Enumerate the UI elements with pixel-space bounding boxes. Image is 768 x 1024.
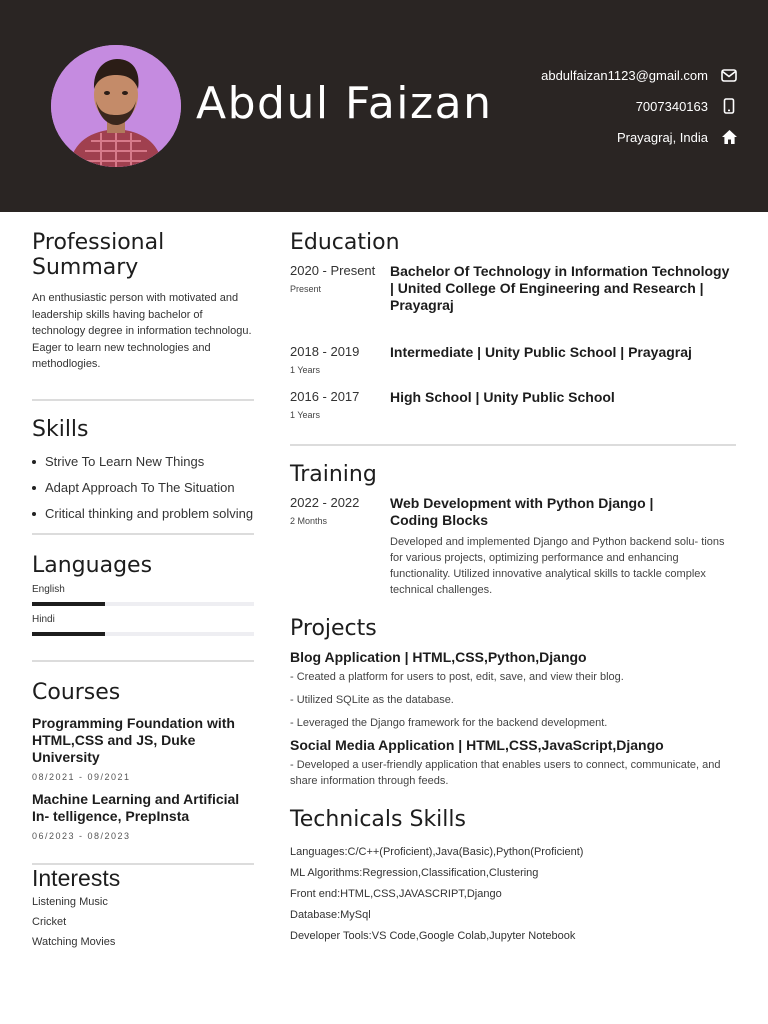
location-text: Prayagraj, India: [616, 129, 708, 145]
project-line: - Created a platform for users to post, edit, save, and view their blog.: [290, 671, 624, 683]
contact-phone[interactable]: [636, 97, 738, 115]
person-photo-illustration: [51, 45, 181, 167]
skill-item: Critical thinking and problem solving: [32, 506, 254, 521]
interests-section: [32, 865, 254, 948]
courses-section: [32, 680, 254, 841]
left-column: [32, 230, 254, 948]
profile-photo: [51, 45, 181, 167]
envelope-icon: [720, 66, 738, 84]
contact-email[interactable]: [541, 66, 738, 84]
technical-skill-item: Front end:HTML,CSS,JAVASCRIPT,Django: [290, 888, 502, 900]
education-dates: 2020 - Present: [290, 263, 376, 278]
home-icon: [720, 128, 738, 146]
summary-heading: Professional Summary: [32, 230, 165, 280]
project-line: - Developed a user-friendly application that enables users to connect, communicate, and share information through feeds.: [290, 759, 721, 787]
email-text[interactable]: abdulfaizan1123@gmail.com: [541, 67, 708, 83]
education-heading: Education: [290, 230, 400, 255]
resume-header: [0, 0, 768, 212]
course-title: Programming Foundation with HTML,CSS and JS, Duke University: [32, 714, 235, 765]
professional-summary-section: [32, 230, 254, 373]
projects-heading: Projects: [290, 616, 377, 641]
languages-heading: Languages: [32, 552, 153, 578]
projects-section: [290, 616, 736, 789]
course-item: [32, 791, 254, 841]
candidate-name: Abdul Faizan: [196, 78, 493, 129]
language-level-fill: [32, 602, 105, 606]
training-section: [290, 462, 736, 598]
education-duration: 1 Years: [290, 410, 321, 420]
mobile-phone-icon: [720, 97, 738, 115]
section-divider: [32, 399, 254, 401]
phone-text[interactable]: 7007340163: [635, 98, 708, 114]
section-divider: [32, 660, 254, 662]
technical-skills-heading: Technicals Skills: [290, 807, 466, 832]
interest-item: Watching Movies: [32, 935, 116, 948]
education-item: [290, 389, 736, 420]
language-level-bar: [32, 602, 254, 606]
education-duration: 1 Years: [290, 365, 321, 375]
skills-heading: Skills: [32, 416, 89, 442]
education-section: [290, 230, 736, 420]
skill-item: Adapt Approach To The Situation: [32, 480, 254, 495]
project-line: - Utilized SQLite as the database.: [290, 694, 454, 706]
languages-section: [32, 553, 254, 636]
project-item: [290, 737, 736, 789]
technical-skill-item: Languages:C/C++(Proficient),Java(Basic),Python(Proficient): [290, 846, 584, 858]
section-divider: [32, 533, 254, 535]
summary-text: An enthusiastic person with motivated and leadership skills having bachelor of technology degree in information technologu. Eager to learn new technologies and methodlogies.: [32, 292, 252, 370]
section-divider: [290, 444, 736, 446]
technical-skill-item: Database:MySql: [290, 909, 371, 921]
course-item: [32, 715, 254, 782]
education-title: Bachelor Of Technology in Information Technology | United College Of Engineering and Research | Prayagraj: [390, 263, 730, 313]
course-title: Machine Learning and Artificial In- telligence, PrepInsta: [32, 790, 240, 824]
project-title: Blog Application | HTML,CSS,Python,Django: [290, 649, 587, 665]
technical-skill-item: ML Algorithms:Regression,Classification,Clustering: [290, 867, 539, 879]
skills-list: [32, 454, 254, 521]
education-dates: 2018 - 2019: [290, 344, 360, 359]
skills-section: [32, 417, 254, 521]
project-item: [290, 649, 736, 731]
course-dates: 06/2023 - 08/2023: [32, 830, 131, 841]
language-name: English: [32, 583, 65, 595]
education-dates: 2016 - 2017: [290, 389, 360, 404]
interest-item: Listening Music: [32, 895, 108, 908]
technical-skills-section: [290, 807, 736, 942]
project-line: - Leveraged the Django framework for the backend development.: [290, 717, 608, 729]
training-description: Developed and implemented Django and Python backend solu- tions for various projects, optimizing performance and enhancing functionality. Utilized innovative analytical skills to tackle complex technical challenges.: [390, 536, 725, 596]
training-title: Web Development with Python Django | Coding Blocks: [390, 495, 654, 528]
education-item: [290, 263, 736, 314]
interests-heading: Interests: [32, 864, 121, 891]
technical-skill-item: Developer Tools:VS Code,Google Colab,Jupyter Notebook: [290, 930, 576, 942]
education-title: High School | Unity Public School: [390, 389, 615, 405]
contact-location: [617, 128, 738, 146]
project-title: Social Media Application | HTML,CSS,JavaScript,Django: [290, 737, 664, 753]
training-duration: 2 Months: [290, 516, 328, 526]
courses-heading: Courses: [32, 679, 121, 705]
training-heading: Training: [290, 462, 377, 487]
interest-item: Cricket: [32, 915, 67, 928]
education-title: Intermediate | Unity Public School | Prayagraj: [390, 344, 692, 360]
training-dates: 2022 - 2022: [290, 495, 360, 510]
course-dates: 08/2021 - 09/2021: [32, 771, 131, 782]
education-item: [290, 344, 736, 375]
right-column: [290, 230, 736, 942]
training-item: [290, 495, 736, 598]
language-name: Hindi: [32, 613, 55, 625]
education-duration: Present: [290, 284, 322, 294]
skill-item: Strive To Learn New Things: [32, 454, 254, 469]
language-level-fill: [32, 632, 105, 636]
language-level-bar: [32, 632, 254, 636]
